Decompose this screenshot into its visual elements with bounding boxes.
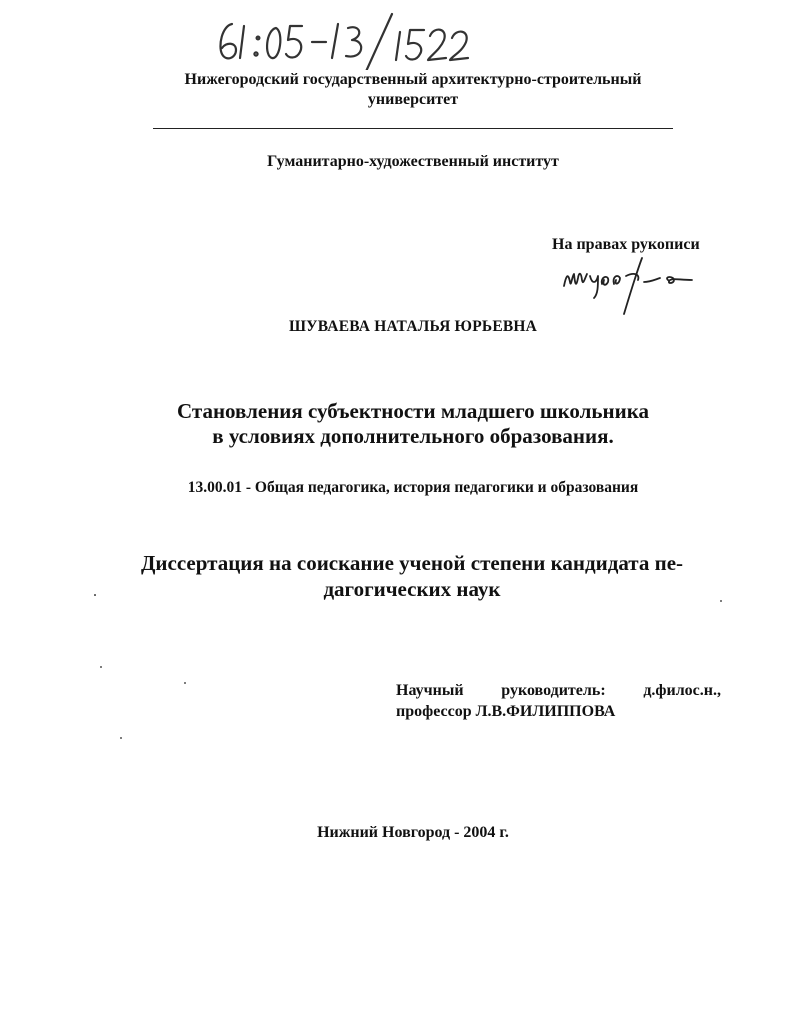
author-name: ШУВАЕВА НАТАЛЬЯ ЮРЬЕВНА [288,318,538,335]
degree-line-2: дагогических наук [323,577,501,601]
supervisor-word-3: д.филос.н., [643,682,721,699]
scan-speck [184,682,186,684]
institute-name: Гуманитарно-художественный институт [267,153,559,170]
city-year: Нижний Новгород - 2004 г. [317,824,509,841]
specialty-code: 13.00.01 - Общая педагогика, история педагогики и образования [187,479,639,496]
scan-speck [720,600,722,602]
degree-line-1: Диссертация на соискание ученой степени кандидата пе- [140,551,684,575]
scan-speck [120,737,122,739]
supervisor-word-1: Научный [396,682,464,699]
university-line-1: Нижегородский государственный архитектурно-строительный [184,71,642,88]
header-divider [153,128,673,129]
author-signature [556,254,706,320]
scan-speck [100,666,102,668]
university-line-2: университет [367,91,459,108]
scan-speck [94,594,96,596]
scientific-supervisor [396,680,721,722]
rights-notice: На правах рукописи [552,236,700,253]
university-name [140,70,686,110]
dissertation-title [110,399,716,449]
title-line-1: Становления субъектности младшего школьника [177,399,649,423]
supervisor-word-2: руководитель: [501,682,606,699]
degree-statement [100,550,724,602]
archive-number-stamp [214,10,484,70]
supervisor-line-2: профессор Л.В.ФИЛИППОВА [396,703,616,720]
title-line-2: в условиях дополнительного образования. [212,424,614,448]
supervisor-line-1 [396,680,721,701]
